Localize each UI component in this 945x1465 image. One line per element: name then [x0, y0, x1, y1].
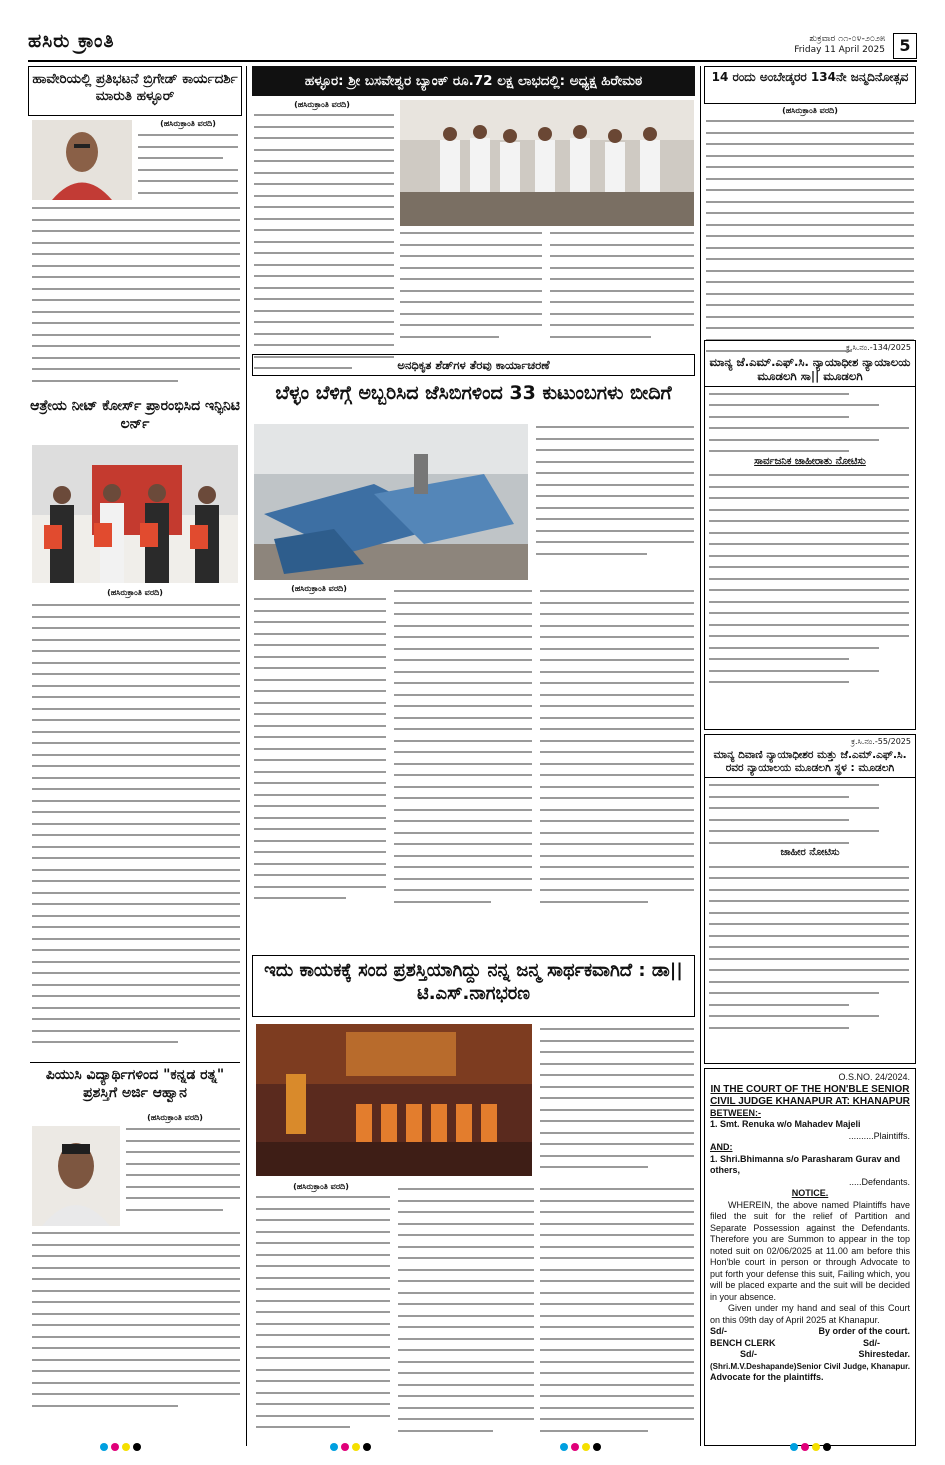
notice-court-name: ಮಾನ್ಯ ಜೆ.ಎಮ್.ಎಫ್.ಸಿ. ನ್ಯಾಯಾಧೀಶ ನ್ಯಾಯಾಲಯ ಮೂಡಲಗಿ ಸಾ|| ಮೂಡಲಗಿ: [705, 353, 915, 387]
award-headline-box: [252, 955, 695, 1017]
article-neet-headline: ಆತ್ರೇಯ ನೀಟ್ ಕೋರ್ಸ್ ಪ್ರಾರಂಭಿಸಿದ ಇನ್ಫಿನಿಟಿ ಲರ್ನ್: [30, 398, 240, 432]
award-body-col3: [540, 1188, 694, 1441]
award-body-col2: [398, 1188, 534, 1441]
notice-case-number: O.S.NO. 24/2024.: [838, 1072, 910, 1082]
bank-meeting-photo: [400, 100, 694, 226]
portrait-image: [32, 1126, 120, 1226]
notice-parties: [709, 393, 909, 453]
meeting-image: [400, 100, 694, 226]
notice-advocate-name: (Shri.M.V.Deshapande): [710, 1361, 797, 1371]
notice-given: Given under my hand and seal of this Court on this 09th day of April 2025 at Khanapur.: [710, 1303, 910, 1325]
notice-and: AND:: [710, 1142, 733, 1152]
notice-order: By order of the court.: [818, 1326, 910, 1336]
award-ceremony-photo: [256, 1024, 532, 1176]
column-divider: [246, 66, 247, 1446]
award-body-right: [540, 1028, 694, 1178]
article-haveri-headline: ಹಾವೇರಿಯಲ್ಲಿ ಪ್ರತಿಭಟನೆ ಬ್ರಿಗೇಡ್ ಕಾರ್ಯದರ್ಶಿ ಮಾರುತಿ ಹಳ್ಳೂರ್: [32, 71, 238, 104]
demolition-headline: ಬೆಳ್ಳಂ ಬೆಳಿಗ್ಗೆ ಅಬ್ಬರಿಸಿದ ಜೆಸಿಬಿಗಳಿಂದ 33 ಕುಟುಂಬಗಳು ಬೀದಿಗೆ: [275, 382, 672, 404]
bank-article-body-col3: [550, 232, 694, 347]
notice-body: WHEREIN, the above named Plaintiffs have filed the suit for the relief of Partition and Separate Possession against the Defendants. Therefore you are Summon to appear in the top noted suit on 02/06/2025 at 11.00 am before this Hon'ble court in person or through Advocate to put forth your defense this suit, Failing which, you will be placed exparte and the suit will be decided in your absence.: [710, 1199, 910, 1302]
notice-between: BETWEEN:-: [710, 1107, 761, 1118]
notice-shirestedar: Shirestedar.: [858, 1349, 910, 1359]
notice-bench-clerk: BENCH CLERK: [710, 1337, 776, 1348]
article-kannada-ratna-body: [126, 1128, 240, 1220]
notice-case-number: ಕ್ರ.ಸಿ.ನಂ.-134/2025: [845, 343, 911, 352]
page-number: 5: [893, 33, 917, 59]
award-headline: ಇದು ಕಾಯಕಕ್ಕೆ ಸಂದ ಪ್ರಶಸ್ತಿಯಾಗಿದ್ದು ನನ್ನ ಜನ್ಮ ಸಾರ್ಥಕವಾಗಿದೆ : ಡಾ|| ಟಿ.ಎಸ್.ನಾಗಭರಣ: [264, 960, 683, 1004]
article-kannada-ratna-headline: ಪಿಯುಸಿ ವಿದ್ಯಾರ್ಥಿಗಳಿಂದ "ಕನ್ನಡ ರತ್ನ" ಪ್ರಶಸ್ತಿಗೆ ಅರ್ಜಿ ಆಹ್ವಾನ: [45, 1067, 225, 1101]
demolition-body-col1: [254, 598, 386, 909]
color-registration-marks: [560, 1443, 601, 1451]
article-kannada-ratna-headline-wrap: [30, 1062, 240, 1102]
neet-launch-photo: [32, 445, 238, 583]
notice-body: [709, 866, 909, 1029]
notice-title: NOTICE.: [791, 1188, 829, 1198]
notice-court-name: ಮಾನ್ಯ ದಿವಾಣಿ ನ್ಯಾಯಾಧೀಶರ ಮತ್ತು ಜೆ.ಎಮ್.ಎಫ್.ಸಿ. ರವರ ನ್ಯಾಯಾಲಯ ಮೂಡಲಗಿ ಸ್ಥಳ : ಮೂಡಲಗಿ: [705, 747, 915, 778]
notice-signature-row-3: [710, 1349, 910, 1361]
article-kannada-ratna-credit: (ಹಸಿರುಕ್ರಾಂತಿ ವರದಿ): [147, 1113, 203, 1122]
notice-defendants-label: .....Defendants.: [848, 1176, 910, 1187]
column-divider: [700, 66, 701, 1446]
bank-banner-headline: ಹಳ್ಳೂರ: ಶ್ರೀ ಬಸವೇಶ್ವರ ಬ್ಯಾಂಕ್ ರೂ.72 ಲಕ್ಷ ಲಾಭದಲ್ಲಿ: ಅಧ್ಯಕ್ಷ ಹಿರೇಮಠ: [304, 73, 643, 89]
demolition-kicker: ಅನಧಿಕೃತ ಶೆಡ್‌ಗಳ ತೆರವು ಕಾರ್ಯಾಚರಣೆ: [397, 358, 550, 372]
notice-plaintiffs-label: ..........Plaintiffs.: [848, 1130, 910, 1141]
article-neet-credit: (ಹಸಿರುಕ್ರಾಂತಿ ವರದಿ): [107, 588, 163, 597]
notice-body: [709, 474, 909, 683]
court-notice-mudalagi-1: [704, 340, 916, 730]
demolition-headline-wrap: [252, 382, 695, 406]
signature-sd: Sd/-: [863, 1337, 880, 1348]
notice-advocate-role: Advocate for the plaintiffs.: [710, 1372, 824, 1382]
signature-sd: Sd/-: [740, 1349, 757, 1359]
notice-parties: [709, 784, 909, 844]
newspaper-masthead: ಹಸಿರು ಕ್ರಾಂತಿ: [28, 30, 115, 52]
demolition-body-right: [536, 426, 694, 564]
header-rule: [28, 60, 917, 62]
ambedkar-headline: 14 ರಂದು ಅಂಬೇಡ್ಕರರ 134ನೇ ಜನ್ಮದಿನೋತ್ಸವ: [711, 70, 909, 84]
court-notice-mudalagi-2: [704, 734, 916, 1064]
article-neet-body: [32, 604, 240, 1053]
notice-defendant: 1. Shri.Bhimanna s/o Parasharam Gurav and others,: [710, 1153, 901, 1175]
ambedkar-headline-box: [704, 66, 916, 104]
notice-case-number: ಕ್ರ.ಸಿ.ನಂ.-55/2025: [851, 737, 911, 746]
demolition-body-col3: [540, 590, 694, 912]
notice-signature-row-1: [710, 1326, 910, 1338]
article-haveri-body: [138, 134, 238, 203]
article-kannada-ratna-body-cont: [32, 1232, 240, 1416]
group-photo-image: [32, 445, 238, 583]
bank-article-body-col2: [400, 232, 542, 347]
signature-sd: Sd/-: [710, 1326, 727, 1336]
article-haveri-credit: (ಹಸಿರುಕ್ರಾಂತಿ ವರದಿ): [160, 119, 216, 128]
article-haveri-headline-box: [28, 66, 242, 116]
notice-heading: ಜಾಹೀರ ನೋಟಿಸು: [780, 847, 840, 859]
bank-article-body: [254, 114, 394, 379]
color-registration-marks: [790, 1443, 831, 1451]
ambedkar-body: [706, 120, 914, 362]
color-registration-marks: [100, 1443, 141, 1451]
collapsed-sheds-image: [254, 424, 528, 580]
demolition-credit: (ಹಸಿರುಕ್ರಾಂತಿ ವರದಿ): [291, 584, 347, 593]
issue-date-english: Friday 11 April 2025: [794, 45, 885, 55]
award-credit: (ಹಸಿರುಕ್ರಾಂತಿ ವರದಿ): [293, 1182, 349, 1191]
article-neet-headline-wrap: [30, 398, 240, 433]
notice-plaintiff: 1. Smt. Renuka w/o Mahadev Majeli: [710, 1119, 861, 1129]
award-body-col1: [256, 1196, 390, 1438]
issue-date: [794, 34, 885, 56]
portrait-image: [32, 120, 132, 200]
stage-event-image: [256, 1024, 532, 1176]
notice-court-name: IN THE COURT OF THE HON'BLE SENIOR CIVIL JUDGE KHANAPUR AT: KHANAPUR: [710, 1083, 910, 1107]
court-notice-khanapur: [704, 1068, 916, 1446]
demolition-photo: [254, 424, 528, 580]
notice-signature-row-4: [710, 1361, 910, 1373]
notice-signature-row-2: [710, 1338, 910, 1350]
notice-heading: ಸಾರ್ವಜನಿಕ ಜಾಹೀರಾತು ನೋಟಿಸು: [754, 455, 866, 467]
notice-judge: Senior Civil Judge, Khanapur.: [796, 1361, 910, 1371]
person-photo-2: [32, 1126, 120, 1226]
person-photo: [32, 120, 132, 200]
demolition-body-col2: [394, 590, 532, 912]
article-haveri-body-cont: [32, 207, 240, 391]
issue-date-kannada: ಶುಕ್ರವಾರ ೧೧-೦೪-೨೦೨೫: [809, 34, 885, 44]
bank-banner-headline-box: [252, 66, 695, 96]
demolition-kicker-box: [252, 354, 695, 376]
ambedkar-credit: (ಹಸಿರುಕ್ರಾಂತಿ ವರದಿ): [782, 106, 838, 115]
color-registration-marks: [330, 1443, 371, 1451]
bank-article-credit: (ಹಸಿರುಕ್ರಾಂತಿ ವರದಿ): [294, 100, 350, 109]
